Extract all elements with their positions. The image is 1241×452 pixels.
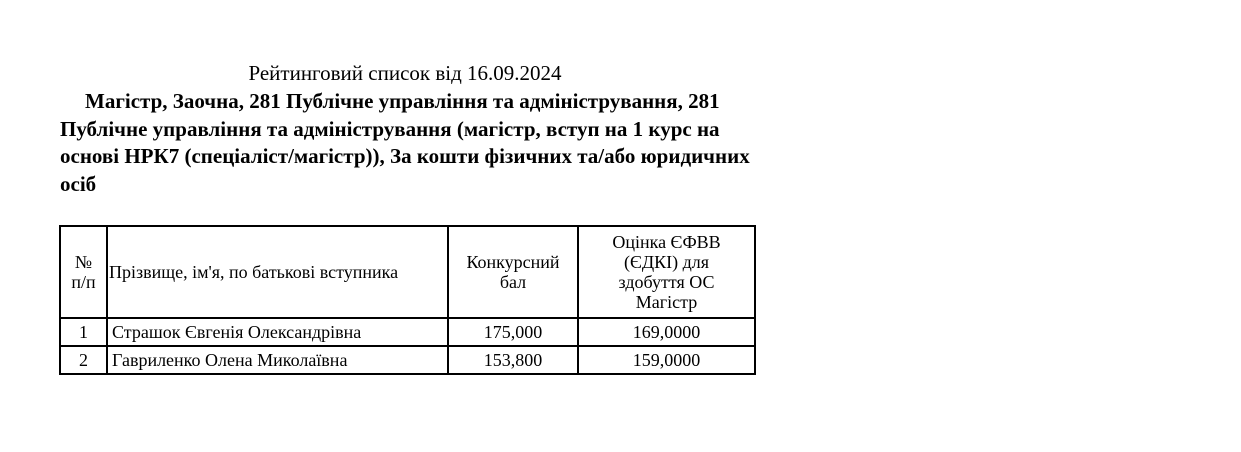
document-subtitle: Магістр, Заочна, 281 Публічне управління та адміністрування, 281 Публічне управління та адміністрування (магістр, вступ на 1 курс на основі НРК7 (спеціаліст/магістр)), За кошти фізичних та/або юридичних осіб: [60, 89, 750, 196]
header-score-line1: Конкурсний: [466, 252, 560, 272]
header-efvv-line4: Магістр: [635, 292, 698, 312]
row-efvv-score: 159,0000: [578, 346, 755, 374]
header-number-line1: №: [74, 252, 93, 272]
table-row: [60, 346, 755, 374]
header-efvv: [578, 226, 755, 318]
header-number-line2: п/п: [71, 272, 96, 292]
table-row: [60, 318, 755, 346]
header-efvv-line3: здобуття ОС: [618, 272, 715, 292]
document-title: Рейтинговий список від 16.09.2024: [248, 61, 562, 85]
row-applicant-name: Гавриленко Олена Миколаївна: [107, 346, 448, 374]
rating-table: [59, 225, 756, 375]
row-efvv-score: 169,0000: [578, 318, 755, 346]
header-name: Прізвище, ім'я, по батькові вступника: [107, 226, 448, 318]
row-number: 1: [60, 318, 107, 346]
row-score: 175,000: [448, 318, 578, 346]
header-score-line2: бал: [499, 272, 527, 292]
header-efvv-line2: (ЄДКІ) для: [623, 252, 710, 272]
header-number: [60, 226, 107, 318]
header-score: [448, 226, 578, 318]
table-header-row: [60, 226, 755, 318]
header-efvv-line1: Оцінка ЄФВВ: [612, 232, 721, 252]
row-score: 153,800: [448, 346, 578, 374]
row-applicant-name: Страшок Євгенія Олександрівна: [107, 318, 448, 346]
row-number: 2: [60, 346, 107, 374]
